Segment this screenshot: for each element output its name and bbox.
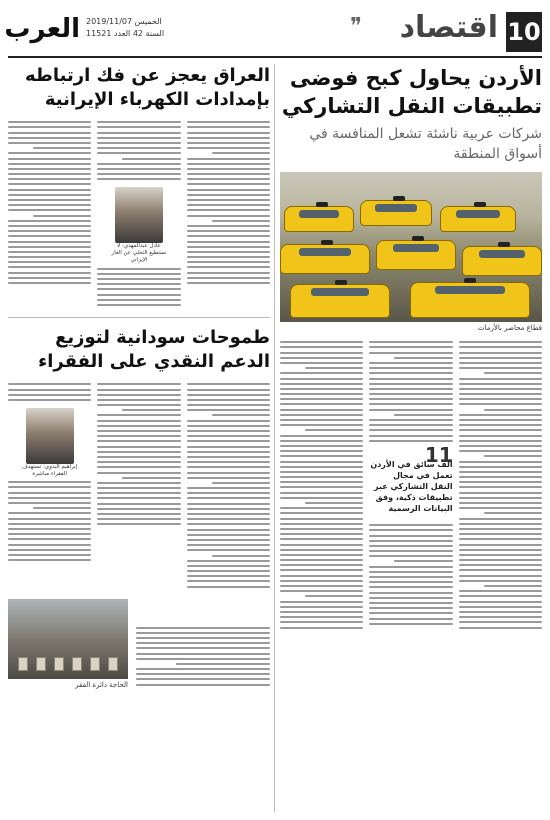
taxi-shape bbox=[290, 284, 390, 318]
left-column bbox=[8, 64, 270, 812]
article-body bbox=[8, 118, 270, 309]
portrait-photo bbox=[26, 408, 74, 464]
taxis-photo bbox=[280, 172, 542, 322]
text-column bbox=[97, 380, 180, 591]
text-column bbox=[280, 338, 363, 632]
section-title: اقتصاد bbox=[399, 10, 498, 45]
masthead bbox=[4, 8, 542, 58]
text-column bbox=[136, 623, 270, 688]
article-headline: العراق يعجز عن فك ارتباطه بإمدادات الكهرباء الإيرانية bbox=[24, 65, 270, 110]
taxi-shape bbox=[280, 244, 370, 274]
article-iraq bbox=[8, 64, 270, 309]
text-column bbox=[187, 380, 270, 591]
text-column bbox=[369, 338, 452, 632]
taxi-shape bbox=[462, 246, 542, 276]
article-subheadline: شركات عربية ناشئة تشعل المنافسة في أسواق المنطقة bbox=[309, 126, 542, 162]
text-column bbox=[8, 118, 91, 309]
photo-caption: الحاجة دائرة الفقر bbox=[75, 680, 128, 689]
article-sudan bbox=[8, 326, 270, 689]
bread-queue-photo bbox=[8, 599, 128, 679]
photo-block bbox=[8, 599, 270, 689]
portrait-photo bbox=[115, 187, 163, 243]
text-column bbox=[187, 118, 270, 309]
article-body bbox=[8, 380, 270, 591]
pull-quote-number: 11 bbox=[424, 442, 453, 467]
taxi-shape bbox=[376, 240, 456, 270]
text-column bbox=[97, 118, 180, 309]
issue-info bbox=[86, 16, 164, 40]
taxi-shape bbox=[410, 282, 530, 318]
portrait-block bbox=[8, 404, 91, 478]
article-headline: طموحات سودانية لتوزيع الدعم النقدي على الفقراء bbox=[38, 327, 270, 373]
article-separator bbox=[8, 317, 270, 318]
issue-date: الخميس 2019/11/07 bbox=[86, 17, 162, 26]
portrait-block bbox=[97, 183, 180, 264]
column-divider bbox=[274, 64, 275, 812]
taxi-shape bbox=[284, 206, 354, 232]
newspaper-logo: العرب bbox=[4, 14, 80, 44]
portrait-caption: عادل عبدالمهدي: لا نستطيع التخلي عن الغاز الإيراني bbox=[111, 243, 167, 264]
portrait-caption: إبراهيم البدوي: نستهدف الفقراء مباشرة bbox=[22, 464, 78, 478]
article-jordan bbox=[280, 64, 542, 812]
page-number: 10 bbox=[506, 12, 542, 52]
article-headline: الأردن يحاول كبح فوضى تطبيقات النقل التشاركي bbox=[281, 66, 542, 118]
pull-quote-text: ألف سائق في الأردن تعمل في مجال النقل التشاركي عبر تطبيقات ذكية، وفق البيانات الرسمية bbox=[370, 460, 453, 514]
taxi-shape bbox=[440, 206, 516, 232]
photo-caption: قطاع محاصر بالأزمات bbox=[478, 324, 542, 332]
pull-quote bbox=[369, 442, 453, 518]
text-column bbox=[8, 380, 91, 591]
taxi-shape bbox=[360, 200, 432, 226]
issue-number: السنة 42 العدد 11521 bbox=[86, 29, 165, 38]
text-column bbox=[459, 338, 542, 632]
quote-mark-icon: ❞ bbox=[350, 14, 362, 39]
article-body bbox=[280, 338, 542, 632]
